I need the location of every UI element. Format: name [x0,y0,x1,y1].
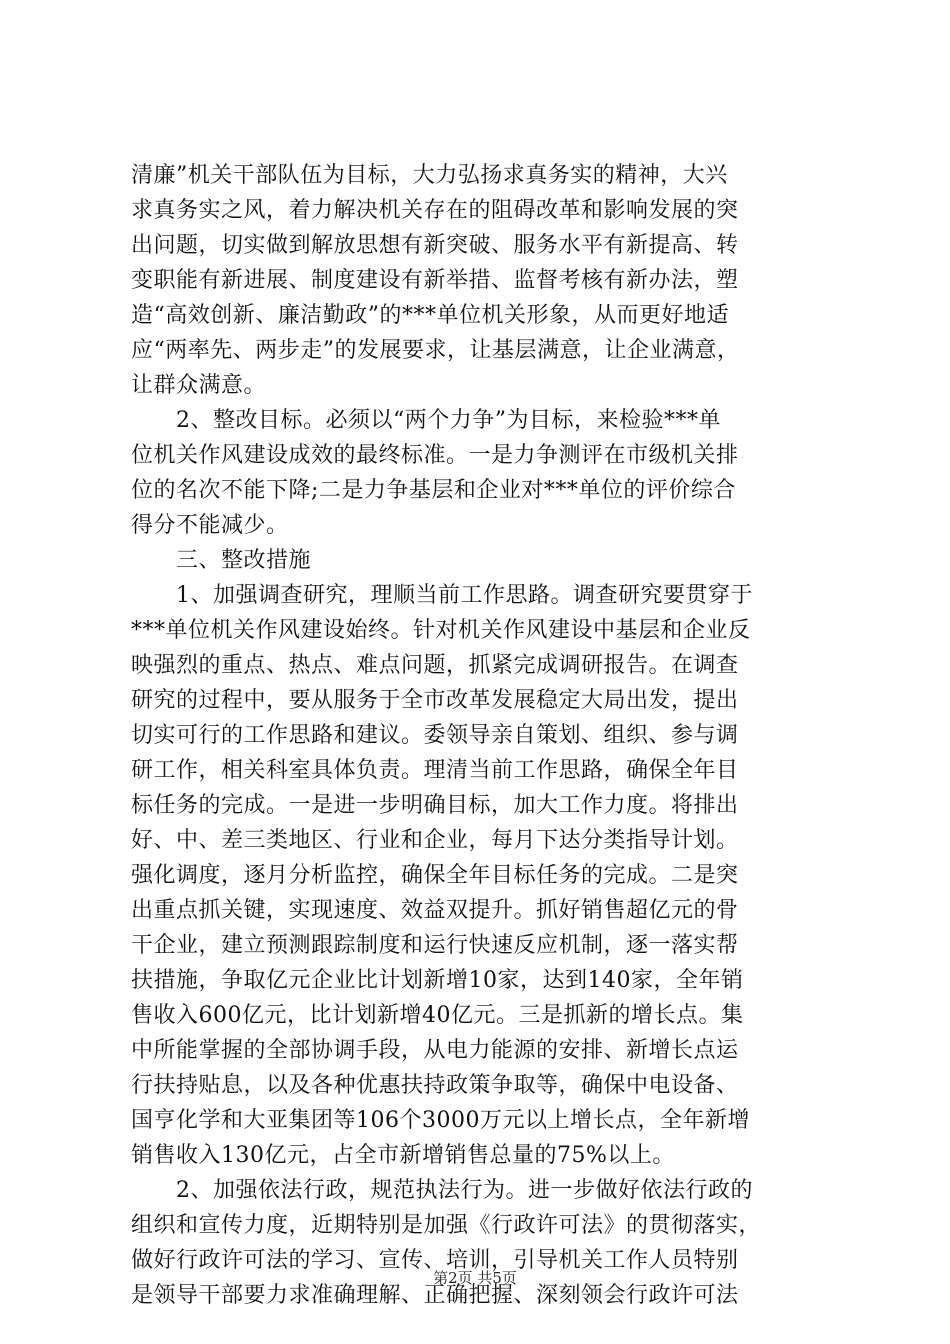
text-line: 国亨化学和大亚集团等106个3000万元以上增长点，全年新增 [131,1108,750,1133]
text-line: 切实可行的工作思路和建议。委领导亲自策划、组织、参与调 [131,723,739,748]
text-line: 出重点抓关键，实现速度、效益双提升。抓好销售超亿元的骨 [131,898,739,923]
text-line: 应“两率先、两步走”的发展要求，让基层满意，让企业满意， [131,338,740,363]
text-line: 得分不能减少。 [131,513,289,538]
text-line: 研究的过程中，要从服务于全市改革发展稳定大局出发，提出 [131,688,739,713]
text-line: 是领导干部要力求准确理解、正确把握、深刻领会行政许可法 [131,1283,739,1308]
text-line: 销售收入130亿元，占全市新增销售总量的75%以上。 [131,1143,675,1168]
text-line: 行扶持贴息，以及各种优惠扶持政策争取等，确保中电设备、 [131,1073,739,1098]
text-line: 2、加强依法行政，规范执法行为。进一步做好依法行政的 [131,1178,753,1203]
text-line: 出问题，切实做到解放思想有新突破、服务水平有新提高、转 [131,233,739,258]
text-line: 造“高效创新、廉洁勤政”的***单位机关形象，从而更好地适 [131,303,729,328]
text-line: 干企业，建立预测跟踪制度和运行快速反应机制，逐一落实帮 [131,933,739,958]
text-line: 做好行政许可法的学习、宣传、培训，引导机关工作人员特别 [131,1248,739,1273]
text-line: 售收入600亿元，比计划新增40亿元。三是抓新的增长点。集 [131,1003,744,1028]
text-line: 组织和宣传力度，近期特别是加强《行政许可法》的贯彻落实， [131,1213,762,1238]
text-line: 扶措施，争取亿元企业比计划新增10家，达到140家，全年销 [131,968,744,993]
text-line: 中所能掌握的全部协调手段，从电力能源的安排、新增长点运 [131,1038,739,1063]
text-line: 清廉”机关干部队伍为目标，大力弘扬求真务实的精神，大兴 [131,163,728,188]
document-body [131,158,853,1313]
text-line: 位的名次不能下降;二是力争基层和企业对***单位的评价综合 [131,478,736,503]
page-footer: 第2页 共5页 [433,1269,517,1287]
text-line: 强化调度，逐月分析监控，确保全年目标任务的完成。二是突 [131,863,739,888]
text-line: 研工作，相关科室具体负责。理清当前工作思路，确保全年目 [131,758,739,783]
text-line: 三、整改措施 [131,548,312,573]
text-line: 映强烈的重点、热点、难点问题，抓紧完成调研报告。在调查 [131,653,739,678]
text-line: 标任务的完成。一是进一步明确目标，加大工作力度。将排出 [131,793,739,818]
text-line: 变职能有新进展、制度建设有新举措、监督考核有新办法，塑 [131,268,739,293]
text-line: 1、加强调查研究，理顺当前工作思路。调查研究要贯穿于 [131,583,753,608]
text-line: ***单位机关作风建设始终。针对机关作风建设中基层和企业反 [131,618,751,643]
text-line: 位机关作风建设成效的最终标准。一是力争测评在市级机关排 [131,443,739,468]
text-line: 好、中、差三类地区、行业和企业，每月下达分类指导计划。 [131,828,739,853]
text-line: 让群众满意。 [131,373,267,398]
text-line: 2、整改目标。必须以“两个力争”为目标，来检验***单 [131,408,721,433]
text-line: 求真务实之风，着力解决机关存在的阻碍改革和影响发展的突 [131,198,739,223]
